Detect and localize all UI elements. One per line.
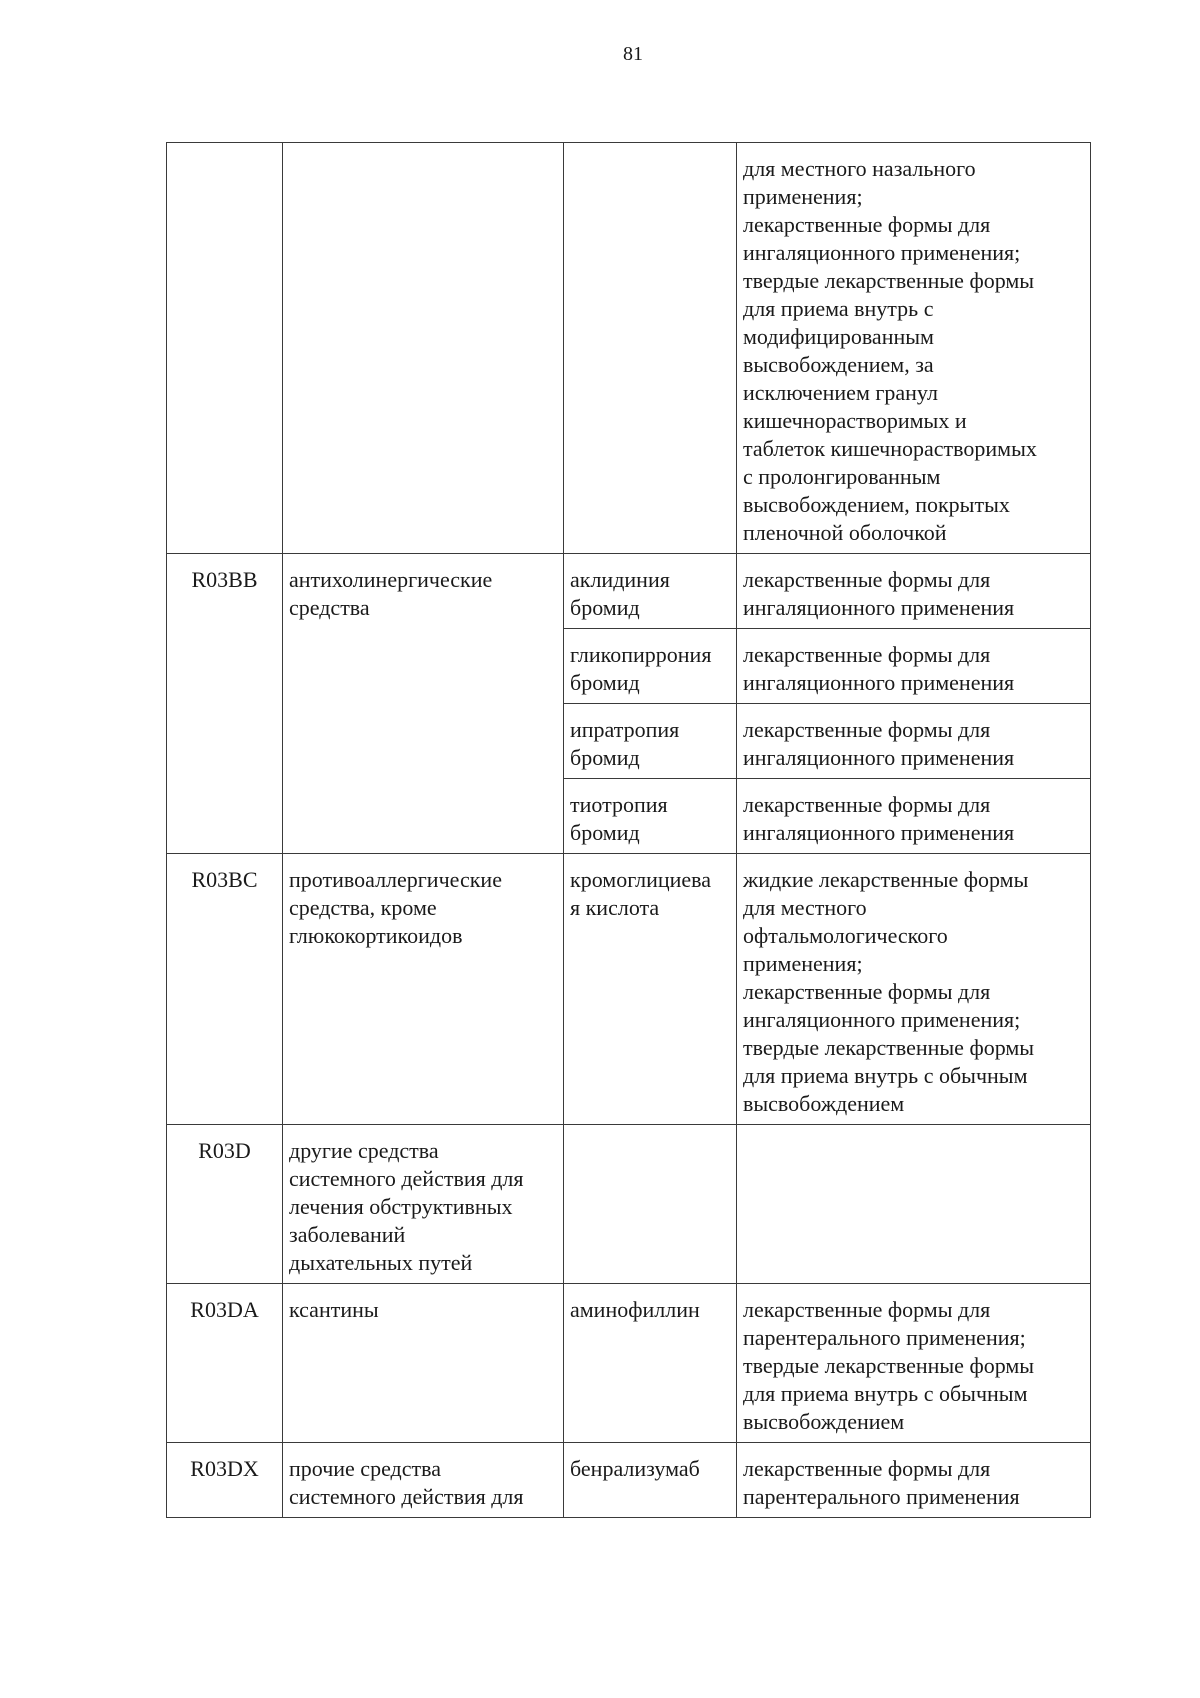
dosage-form-line: таблеток кишечнорастворимых	[743, 436, 1037, 461]
drug-name-cell	[564, 1443, 737, 1518]
dosage-form-line: для приема внутрь с обычным	[743, 1063, 1028, 1088]
dosage-form-line: лекарственные формы для	[743, 717, 991, 742]
group-name-cell	[283, 143, 564, 554]
atc-code-cell	[167, 143, 283, 554]
group-name-cell	[283, 1443, 564, 1518]
drug-name-line: бромид	[570, 745, 640, 770]
group-name-line: лечения обструктивных	[289, 1194, 513, 1219]
dosage-form-line: лекарственные формы для	[743, 792, 991, 817]
dosage-form-line: лекарственные формы для	[743, 212, 991, 237]
group-name-line: противоаллергические	[289, 867, 502, 892]
table-row	[167, 854, 1091, 1125]
dosage-form-line: лекарственные формы для	[743, 1297, 991, 1322]
drug-name-line: аминофиллин	[570, 1297, 700, 1322]
atc-code-cell: R03BC	[167, 854, 283, 1125]
drug-name-cell	[564, 554, 737, 629]
dosage-form-line: модифицированным	[743, 324, 934, 349]
atc-code-cell: R03DA	[167, 1284, 283, 1443]
dosage-form-cell	[737, 779, 1091, 854]
group-name-line: глюкокортикоидов	[289, 923, 463, 948]
dosage-form-line: твердые лекарственные формы	[743, 1035, 1035, 1060]
table-row	[167, 1284, 1091, 1443]
group-name-line: антихолинергические	[289, 567, 493, 592]
group-name-cell	[283, 1125, 564, 1284]
drug-name-line: тиотропия	[570, 792, 668, 817]
group-name-line: дыхательных путей	[289, 1250, 473, 1275]
dosage-form-line: высвобождением	[743, 1409, 905, 1434]
drug-name-cell	[564, 1284, 737, 1443]
dosage-form-line: высвобождением, покрытых	[743, 492, 1010, 517]
group-name-line: ксантины	[289, 1297, 379, 1322]
drug-name-cell	[564, 629, 737, 704]
atc-code-cell: R03D	[167, 1125, 283, 1284]
dosage-form-line: ингаляционного применения	[743, 745, 1015, 770]
drug-name-cell	[564, 143, 737, 554]
dosage-form-line: высвобождением, за	[743, 352, 934, 377]
dosage-form-line: пленочной оболочкой	[743, 520, 947, 545]
dosage-form-line: твердые лекарственные формы	[743, 268, 1035, 293]
drug-name-line: ипратропия	[570, 717, 680, 742]
table-row	[167, 1125, 1091, 1284]
dosage-form-line: для приема внутрь с обычным	[743, 1381, 1028, 1406]
dosage-form-line: парентерального применения	[743, 1484, 1020, 1509]
drug-name-line: бромид	[570, 595, 640, 620]
dosage-form-line: лекарственные формы для	[743, 567, 991, 592]
dosage-form-line: офтальмологического	[743, 923, 948, 948]
drug-name-line: аклидиния	[570, 567, 670, 592]
dosage-form-line: ингаляционного применения	[743, 595, 1015, 620]
dosage-form-cell	[737, 143, 1091, 554]
dosage-form-line: ингаляционного применения	[743, 820, 1015, 845]
dosage-form-line: парентерального применения;	[743, 1325, 1026, 1350]
drug-name-cell	[564, 779, 737, 854]
drug-name-line: я кислота	[570, 895, 660, 920]
table-row	[167, 143, 1091, 554]
group-name-line: другие средства	[289, 1138, 439, 1163]
dosage-form-line: кишечнорастворимых и	[743, 408, 967, 433]
dosage-form-line: ингаляционного применения;	[743, 240, 1021, 265]
drug-classification-table	[166, 142, 1091, 1518]
dosage-form-cell	[737, 1284, 1091, 1443]
drug-name-line: кромоглициева	[570, 867, 712, 892]
table-row	[167, 554, 1091, 629]
dosage-form-line: лекарственные формы для	[743, 1456, 991, 1481]
dosage-form-line: для местного назального	[743, 156, 976, 181]
group-name-line: средства	[289, 595, 370, 620]
dosage-form-line: лекарственные формы для	[743, 642, 991, 667]
dosage-form-line: твердые лекарственные формы	[743, 1353, 1035, 1378]
dosage-form-cell	[737, 854, 1091, 1125]
group-name-cell	[283, 854, 564, 1125]
dosage-form-line: жидкие лекарственные формы	[743, 867, 1029, 892]
atc-code-cell: R03BB	[167, 554, 283, 854]
dosage-form-line: применения;	[743, 184, 863, 209]
dosage-form-cell	[737, 1125, 1091, 1284]
dosage-form-line: высвобождением	[743, 1091, 905, 1116]
group-name-cell	[283, 554, 564, 854]
group-name-line: заболеваний	[289, 1222, 406, 1247]
dosage-form-line: с пролонгированным	[743, 464, 941, 489]
dosage-form-cell	[737, 1443, 1091, 1518]
table-row	[167, 1443, 1091, 1518]
dosage-form-line: ингаляционного применения	[743, 670, 1015, 695]
dosage-form-line: лекарственные формы для	[743, 979, 991, 1004]
atc-code-cell: R03DX	[167, 1443, 283, 1518]
dosage-form-cell	[737, 704, 1091, 779]
dosage-form-line: для приема внутрь с	[743, 296, 934, 321]
group-name-line: средства, кроме	[289, 895, 437, 920]
drug-name-cell	[564, 1125, 737, 1284]
drug-name-line: гликопиррония	[570, 642, 712, 667]
dosage-form-line: для местного	[743, 895, 867, 920]
drug-name-cell	[564, 704, 737, 779]
drug-name-line: бромид	[570, 670, 640, 695]
dosage-form-cell	[737, 629, 1091, 704]
group-name-line: прочие средства	[289, 1456, 441, 1481]
group-name-line: системного действия для	[289, 1484, 524, 1509]
dosage-form-cell	[737, 554, 1091, 629]
dosage-form-line: исключением гранул	[743, 380, 938, 405]
dosage-form-line: ингаляционного применения;	[743, 1007, 1021, 1032]
drug-name-cell	[564, 854, 737, 1125]
group-name-line: системного действия для	[289, 1166, 524, 1191]
drug-name-line: бенрализумаб	[570, 1456, 700, 1481]
dosage-form-line: применения;	[743, 951, 863, 976]
group-name-cell	[283, 1284, 564, 1443]
drug-name-line: бромид	[570, 820, 640, 845]
page-number: 81	[623, 43, 643, 65]
